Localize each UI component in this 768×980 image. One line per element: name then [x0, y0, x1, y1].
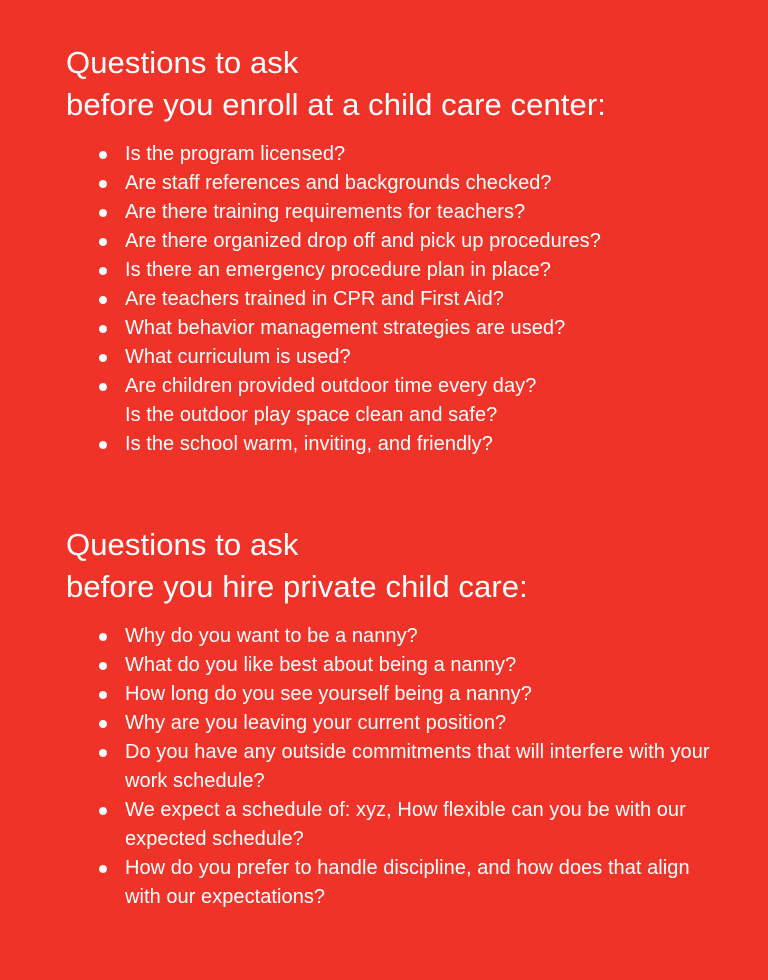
question-text: Are children provided outdoor time every day?: [125, 375, 537, 397]
bullet-icon: [99, 720, 107, 728]
question-subtext: Is the outdoor play space clean and safe?: [125, 404, 498, 426]
list-item: [0, 430, 768, 459]
list-item: [0, 314, 768, 343]
section-private-child-care: [0, 524, 768, 912]
list-item: [0, 796, 768, 854]
question-text: How long do you see yourself being a nanny?: [125, 683, 532, 705]
question-text: How do you prefer to handle discipline, and how does that align with our expectations?: [125, 857, 690, 908]
question-text: Why do you want to be a nanny?: [125, 625, 418, 647]
bullet-icon: [99, 267, 107, 275]
section-one-question-list: [0, 140, 768, 459]
section-two-heading: [0, 524, 768, 608]
section-two-heading-line-1: Questions to ask: [66, 527, 299, 562]
list-item: [0, 198, 768, 227]
bullet-icon: [99, 180, 107, 188]
question-text: Are there training requirements for teachers?: [125, 201, 526, 223]
bullet-icon: [99, 151, 107, 159]
section-one-heading-line-2: before you enroll at a child care center:: [66, 87, 607, 122]
section-one-heading: [0, 42, 768, 126]
question-text: We expect a schedule of: xyz, How flexible can you be with our expected schedule?: [125, 799, 686, 850]
question-text: Why are you leaving your current position?: [125, 712, 507, 734]
list-item: [0, 622, 768, 651]
bullet-icon: [99, 749, 107, 757]
bullet-icon: [99, 209, 107, 217]
bullet-icon: [99, 354, 107, 362]
bullet-icon: [99, 238, 107, 246]
question-text: Is the program licensed?: [125, 143, 346, 165]
question-text: What do you like best about being a nanny?: [125, 654, 517, 676]
question-text: Is the school warm, inviting, and friendly?: [125, 433, 493, 455]
bullet-icon: [99, 383, 107, 391]
section-two-heading-line-2: before you hire private child care:: [66, 569, 528, 604]
question-text: What curriculum is used?: [125, 346, 351, 368]
list-item: [0, 709, 768, 738]
bullet-icon: [99, 807, 107, 815]
section-two-question-list: [0, 622, 768, 912]
bullet-icon: [99, 325, 107, 333]
question-text: What behavior management strategies are used?: [125, 317, 566, 339]
list-item: [0, 256, 768, 285]
list-item: [0, 285, 768, 314]
list-item: [0, 372, 768, 430]
question-text: Are staff references and backgrounds checked?: [125, 172, 552, 194]
question-text: Is there an emergency procedure plan in place?: [125, 259, 551, 281]
bullet-icon: [99, 633, 107, 641]
section-child-care-center: [0, 42, 768, 459]
list-item: [0, 738, 768, 796]
bullet-icon: [99, 865, 107, 873]
bullet-icon: [99, 441, 107, 449]
question-text: Are teachers trained in CPR and First Aid?: [125, 288, 504, 310]
question-text: Are there organized drop off and pick up procedures?: [125, 230, 601, 252]
bullet-icon: [99, 296, 107, 304]
question-text: Do you have any outside commitments that will interfere with your work schedule?: [125, 741, 710, 792]
bullet-icon: [99, 691, 107, 699]
list-item: [0, 227, 768, 256]
section-one-heading-line-1: Questions to ask: [66, 45, 299, 80]
list-item: [0, 651, 768, 680]
bullet-icon: [99, 662, 107, 670]
list-item: [0, 680, 768, 709]
list-item: [0, 140, 768, 169]
list-item: [0, 854, 768, 912]
list-item: [0, 169, 768, 198]
list-item: [0, 343, 768, 372]
